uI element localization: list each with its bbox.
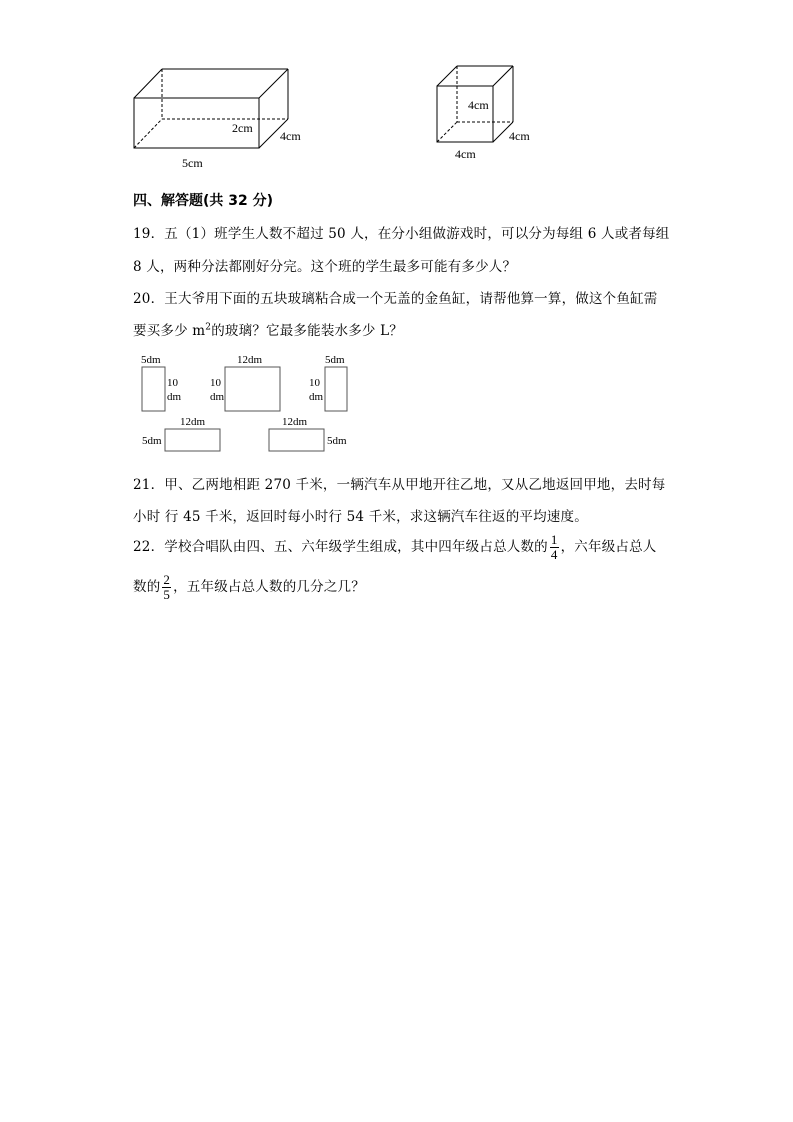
cube-height-label: 4cm <box>468 98 489 112</box>
cuboid-length-label: 5cm <box>182 156 203 170</box>
cuboid-depth-label: 4cm <box>280 129 301 143</box>
fraction-2-numerator: 2 <box>163 572 171 587</box>
panel-1-side-unit: dm <box>167 391 182 403</box>
question-22-line-1 <box>133 533 657 562</box>
question-20-text-a: 要买多少 m <box>133 323 206 339</box>
question-22-line-2 <box>133 573 365 602</box>
question-22-text-d: ，五年级占总人数的几分之几？ <box>173 579 365 595</box>
question-21-line-2: 小时 行 45 千米，返回时每小时行 54 千米，求这辆汽车往返的平均速度。 <box>133 509 588 525</box>
panel-3-top-label: 5dm <box>325 354 345 366</box>
cube-depth-label: 4cm <box>509 129 530 143</box>
question-22-text-c: 数的 <box>133 579 161 595</box>
question-22-text-b: ，六年级占总人 <box>560 539 657 555</box>
question-21-line-1: 21．甲、乙两地相距 270 千米，一辆汽车从甲地开往乙地，又从乙地返回甲地，去时每 <box>133 477 666 493</box>
cuboid-diagram <box>120 60 320 180</box>
panel-3-side-unit: dm <box>309 391 324 403</box>
question-20-line-2 <box>133 319 403 339</box>
glass-panel-5-diagram <box>265 410 365 460</box>
cube-length-label: 4cm <box>455 147 476 161</box>
section-heading: 四、解答题(共 32 分) <box>133 193 274 209</box>
cuboid-height-label: 2cm <box>232 121 253 135</box>
panel-4-side-label: 5dm <box>142 435 162 447</box>
panel-4-top-label: 12dm <box>180 416 206 428</box>
fraction-1-denominator: 4 <box>550 547 558 562</box>
fraction-1-numerator: 1 <box>550 532 558 547</box>
question-20-line-1: 20．王大爷用下面的五块玻璃粘合成一个无盖的金鱼缸，请帮他算一算，做这个鱼缸需 <box>133 291 658 307</box>
panel-3-side-number: 10 <box>309 377 320 389</box>
question-19-line-1: 19．五（1）班学生人数不超过 50 人，在分小组做游戏时，可以分为每组 6 人或者每组 <box>133 226 670 242</box>
panel-2-top-label: 12dm <box>237 354 263 366</box>
panel-2-side-unit: dm <box>210 391 225 403</box>
panel-2-side-number: 10 <box>210 377 221 389</box>
fraction-2-denominator: 5 <box>163 587 171 602</box>
fraction-one-quarter <box>550 533 559 562</box>
question-20-text-b: 的玻璃？它最多能装水多少 L？ <box>211 323 403 339</box>
panel-1-side-number: 10 <box>167 377 178 389</box>
panel-5-side-label: 5dm <box>327 435 347 447</box>
square-exponent: 2 <box>205 322 212 333</box>
panel-1-top-label: 5dm <box>141 354 161 366</box>
panel-5-top-label: 12dm <box>282 416 308 428</box>
question-19-line-2: 8 人，两种分法都刚好分完。这个班的学生最多可能有多少人？ <box>133 259 517 275</box>
question-22-text-a: 22．学校合唱队由四、五、六年级学生组成，其中四年级占总人数的 <box>133 539 548 555</box>
cube-diagram <box>425 60 555 170</box>
fraction-two-fifths <box>162 573 171 602</box>
